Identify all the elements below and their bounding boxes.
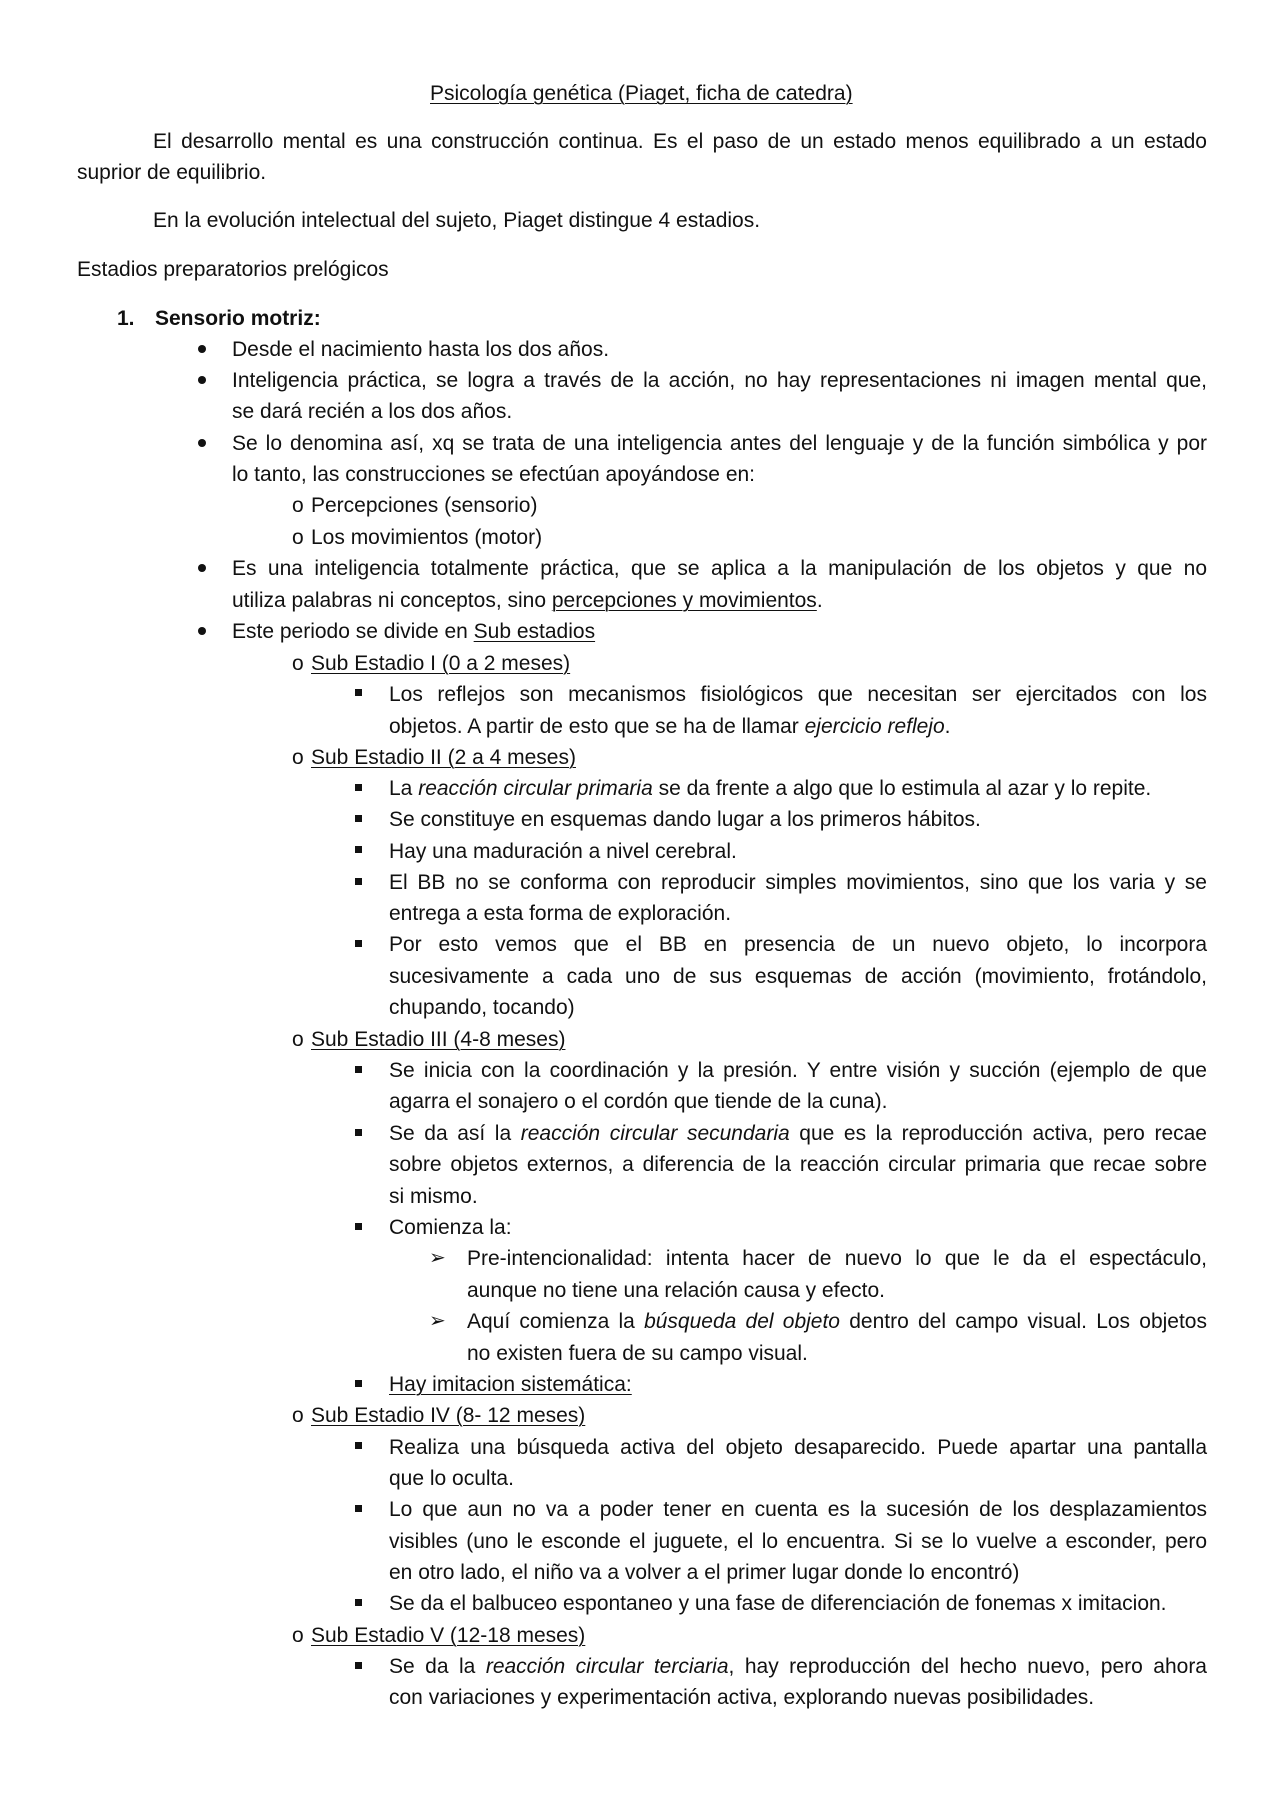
arrow-bullet-icon: ➢	[429, 1310, 446, 1332]
sub-estadio-3-heading: Sub Estadio III (4-8 meses)	[311, 1028, 566, 1051]
sub5-item-1-italic: reacción circular terciaria	[485, 1655, 729, 1678]
sub3-arrow-1-line-2: aunque no tiene una relación causa y efecto.	[467, 1279, 885, 1302]
sub2-item-1	[389, 773, 1151, 805]
intro-paragraph-2: En la evolución intelectual del sujeto, Piaget distingue 4 estadios.	[153, 209, 761, 232]
sub3-arrow-2-line-1	[467, 1306, 1207, 1338]
sub1-item-1-line-2	[389, 711, 951, 743]
square-bullet-icon	[355, 1129, 362, 1136]
sub2-item-4-line-1: El BB no se conforma con reproducir simples movimientos, sino que los varia y se	[389, 871, 1207, 894]
bullet-4-underlined: percepciones y movimientos	[551, 589, 817, 612]
sub-bullet-movimientos: Los movimientos (motor)	[311, 526, 543, 549]
bullet-dot-icon	[198, 564, 206, 572]
sub2-item-3: Hay una maduración a nivel cerebral.	[389, 840, 737, 863]
bullet-1: Desde el nacimiento hasta los dos años.	[232, 338, 610, 361]
sub3-item-1-line-1: Se inicia con la coordinación y la presión. Y entre visión y succión (ejemplo de que	[389, 1059, 1207, 1082]
sub-bullet-circle-icon: o	[292, 1028, 304, 1051]
bullet-dot-icon	[198, 439, 206, 447]
sub-bullet-circle-icon: o	[292, 652, 304, 675]
square-bullet-icon	[355, 689, 362, 696]
bullet-dot-icon	[198, 345, 206, 353]
sub-estadio-4-heading: Sub Estadio IV (8- 12 meses)	[311, 1404, 586, 1427]
sub3-arrow-1-line-1: Pre-intencionalidad: intenta hacer de nuevo lo que le da el espectáculo,	[467, 1247, 1207, 1270]
sub3-item-3: Comienza la:	[389, 1216, 512, 1239]
sub4-item-1-line-2: que lo oculta.	[389, 1467, 514, 1490]
sub1-period: .	[944, 715, 951, 738]
sub3-arrow-2-text-b: dentro del campo visual. Los objetos	[840, 1310, 1207, 1333]
bullet-4-line-1: Es una inteligencia totalmente práctica, que se aplica a la manipulación de los objetos y que no	[232, 557, 1207, 580]
sub4-item-3: Se da el balbuceo espontaneo y una fase de diferenciación de fonemas x imitacion.	[389, 1592, 1167, 1615]
bullet-dot-icon	[198, 627, 206, 635]
square-bullet-icon	[355, 1662, 362, 1669]
sub3-item-4: Hay imitacion sistemática:	[389, 1373, 632, 1396]
sub2-item-1-text-b: se da frente a algo que lo estimula al azar y lo repite.	[652, 777, 1152, 800]
bullet-3-line-2: lo tanto, las construcciones se efectúan apoyándose en:	[232, 463, 756, 486]
sub3-item-1-line-2: agarra el sonajero o el cordón que tiende de la cuna).	[389, 1090, 888, 1113]
sub3-arrow-2-text-a: Aquí comienza la	[467, 1310, 645, 1333]
square-bullet-icon	[355, 940, 362, 947]
square-bullet-icon	[355, 1223, 362, 1230]
sub3-item-2-text-b: que es la reproducción activa, pero recae	[789, 1122, 1207, 1145]
arrow-bullet-icon: ➢	[429, 1247, 446, 1269]
sub2-item-5-line-2: sucesivamente a cada uno de sus esquemas de acción (movimiento, frotándolo,	[389, 965, 1207, 988]
sub3-item-2-text-a: Se da así la	[389, 1122, 521, 1145]
sub-estadio-5-heading: Sub Estadio V (12-18 meses)	[311, 1624, 586, 1647]
bullet-3-line-1: Se lo denomina así, xq se trata de una inteligencia antes del lenguaje y de la función simbólica y por	[232, 432, 1207, 455]
section-heading: Estadios preparatorios prelógicos	[77, 258, 389, 281]
square-bullet-icon	[355, 815, 362, 822]
sub2-item-5-line-3: chupando, tocando)	[389, 996, 575, 1019]
bullet-5-underlined: Sub estadios	[473, 620, 596, 643]
sub-bullet-circle-icon: o	[292, 526, 304, 549]
page-title: Psicología genética (Piaget, ficha de catedra)	[430, 82, 853, 105]
sub-estadio-1-heading: Sub Estadio I (0 a 2 meses)	[311, 652, 571, 675]
bullet-2-line-2: se dará recién a los dos años.	[232, 400, 513, 423]
sub1-italic: ejercicio reflejo	[804, 715, 945, 738]
intro-paragraph-line-2: suprior de equilibrio.	[77, 161, 267, 184]
square-bullet-icon	[355, 1599, 362, 1606]
bullet-5-text: Este periodo se divide en	[232, 620, 474, 643]
bullet-4-period: .	[816, 589, 823, 612]
stage-number: 1.	[117, 307, 135, 330]
square-bullet-icon	[355, 846, 362, 853]
sub3-item-2-line-2: sobre objetos externos, a diferencia de la reacción circular primaria que recae sobre	[389, 1153, 1207, 1176]
sub5-item-1-text-a: Se da la	[389, 1655, 486, 1678]
sub5-item-1-line-2: con variaciones y experimentación activa, explorando nuevas posibilidades.	[389, 1686, 1095, 1709]
square-bullet-icon	[355, 1505, 362, 1512]
sub3-arrow-2-italic: búsqueda del objeto	[644, 1310, 840, 1333]
square-bullet-icon	[355, 1066, 362, 1073]
sub4-item-2-line-1: Lo que aun no va a poder tener en cuenta es la sucesión de los desplazamientos	[389, 1498, 1207, 1521]
bullet-dot-icon	[198, 376, 206, 384]
sub2-item-2: Se constituye en esquemas dando lugar a los primeros hábitos.	[389, 808, 981, 831]
sub4-item-2-line-2: visibles (uno le esconde el juguete, el lo encuentra. Si se lo vuelve a esconder, pero	[389, 1530, 1207, 1553]
sub3-arrow-2-line-2: no existen fuera de su campo visual.	[467, 1342, 808, 1365]
sub1-item-1-line-1: Los reflejos son mecanismos fisiológicos que necesitan ser ejercitados con los	[389, 683, 1207, 706]
square-bullet-icon	[355, 784, 362, 791]
sub5-item-1-line-1	[389, 1651, 1207, 1683]
sub3-item-2-italic: reacción circular secundaria	[520, 1122, 790, 1145]
sub4-item-1-line-1: Realiza una búsqueda activa del objeto desaparecido. Puede apartar una pantalla	[389, 1436, 1207, 1459]
bullet-4-text: utiliza palabras ni conceptos, sino	[232, 589, 552, 612]
square-bullet-icon	[355, 878, 362, 885]
sub4-item-2-line-3: en otro lado, el niño va a volver a el primer lugar donde lo encontró)	[389, 1561, 1020, 1584]
square-bullet-icon	[355, 1442, 362, 1449]
bullet-5	[232, 616, 595, 648]
intro-paragraph-line-1: El desarrollo mental es una construcción continua. Es el paso de un estado menos equilibrado a un estado	[153, 130, 1207, 153]
sub3-item-2-line-3: si mismo.	[389, 1185, 478, 1208]
sub-estadio-2-heading: Sub Estadio II (2 a 4 meses)	[311, 746, 576, 769]
sub2-item-1-text-a: La	[389, 777, 419, 800]
stage-title: Sensorio motriz:	[155, 307, 321, 330]
sub2-item-1-italic: reacción circular primaria	[418, 777, 653, 800]
sub5-item-1-text-b: , hay reproducción del hecho nuevo, pero ahora	[728, 1655, 1207, 1678]
bullet-2-line-1: Inteligencia práctica, se logra a través de la acción, no hay representaciones ni imagen mental que,	[232, 369, 1207, 392]
sub3-item-2-line-1	[389, 1118, 1207, 1150]
sub-bullet-circle-icon: o	[292, 1404, 304, 1427]
sub-bullet-percepciones: Percepciones (sensorio)	[311, 494, 538, 517]
sub2-item-5-line-1: Por esto vemos que el BB en presencia de un nuevo objeto, lo incorpora	[389, 933, 1207, 956]
sub2-item-4-line-2: entrega a esta forma de exploración.	[389, 902, 732, 925]
bullet-4-line-2	[232, 585, 823, 617]
square-bullet-icon	[355, 1380, 362, 1387]
sub-bullet-circle-icon: o	[292, 494, 304, 517]
sub-bullet-circle-icon: o	[292, 746, 304, 769]
sub-bullet-circle-icon: o	[292, 1624, 304, 1647]
sub1-text: objetos. A partir de esto que se ha de llamar	[389, 715, 805, 738]
